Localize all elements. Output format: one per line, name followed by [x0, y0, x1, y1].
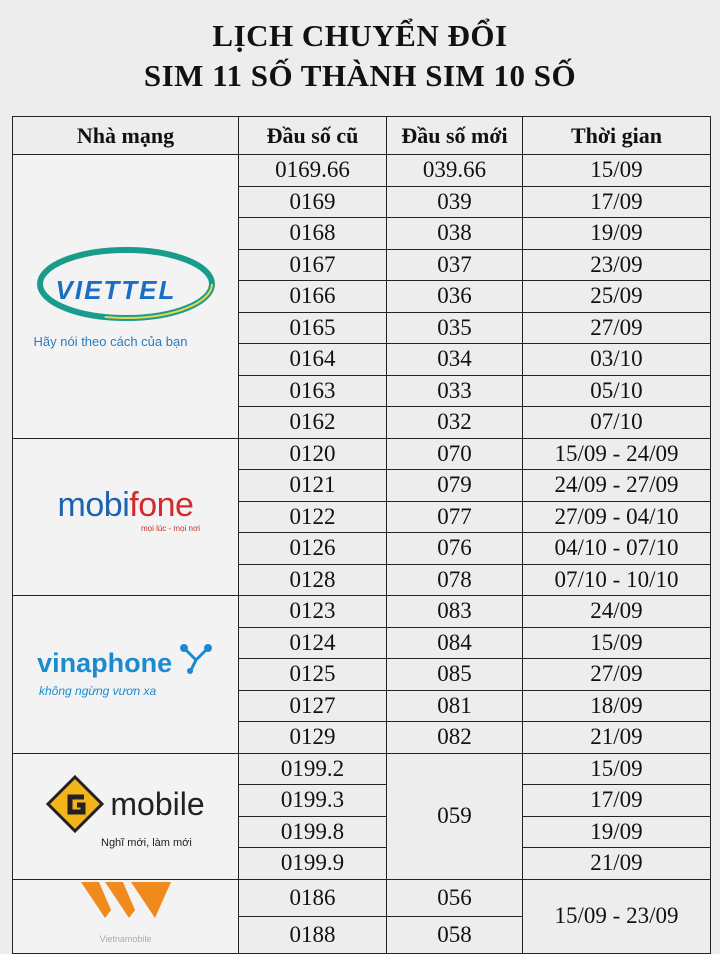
old-prefix: 0163	[239, 375, 387, 407]
viettel-logo-cell	[13, 155, 239, 439]
time: 04/10 - 07/10	[523, 533, 711, 565]
time: 15/09 - 24/09	[523, 438, 711, 470]
vietnamobile-logo-cell	[13, 879, 239, 953]
time: 15/09	[523, 753, 711, 785]
title-line-1: LỊCH CHUYỂN ĐỔI	[212, 18, 508, 53]
new-prefix: 038	[387, 218, 523, 250]
old-prefix: 0166	[239, 281, 387, 313]
time: 07/10	[523, 407, 711, 439]
old-prefix: 0162	[239, 407, 387, 439]
viettel-slogan: Hãy nói theo cách của bạn	[33, 334, 188, 350]
time: 27/09 - 04/10	[523, 501, 711, 533]
new-prefix: 077	[387, 501, 523, 533]
viettel-logo	[26, 236, 226, 356]
new-prefix: 078	[387, 564, 523, 596]
title-line-2: SIM 11 SỐ THÀNH SIM 10 SỐ	[143, 58, 577, 93]
new-prefix: 034	[387, 344, 523, 376]
header-row	[13, 117, 711, 155]
header-new-prefix: Đầu số mới	[387, 117, 523, 155]
vinaphone-logo-text: vinaphone	[37, 647, 173, 678]
new-prefix: 085	[387, 659, 523, 691]
old-prefix: 0121	[239, 470, 387, 502]
time: 23/09	[523, 249, 711, 281]
new-prefix: 083	[387, 596, 523, 628]
new-prefix: 076	[387, 533, 523, 565]
new-prefix: 035	[387, 312, 523, 344]
time: 19/09	[523, 218, 711, 250]
new-prefix: 070	[387, 438, 523, 470]
mobifone-logo-text-a: mobi	[57, 485, 130, 524]
time: 21/09	[523, 848, 711, 880]
table-row	[13, 753, 711, 785]
old-prefix: 0199.8	[239, 816, 387, 848]
old-prefix: 0167	[239, 249, 387, 281]
old-prefix: 0199.9	[239, 848, 387, 880]
viettel-logo-text: VIETTEL	[55, 275, 177, 306]
new-prefix: 058	[387, 916, 523, 953]
new-prefix: 036	[387, 281, 523, 313]
time: 03/10	[523, 344, 711, 376]
old-prefix: 0126	[239, 533, 387, 565]
old-prefix: 0186	[239, 879, 387, 916]
new-prefix: 079	[387, 470, 523, 502]
old-prefix: 0120	[239, 438, 387, 470]
time: 21/09	[523, 722, 711, 754]
table-row	[13, 438, 711, 470]
old-prefix: 0188	[239, 916, 387, 953]
table-row	[13, 596, 711, 628]
header-carrier: Nhà mạng	[13, 117, 239, 155]
old-prefix: 0199.3	[239, 785, 387, 817]
new-prefix: 033	[387, 375, 523, 407]
time: 17/09	[523, 186, 711, 218]
time: 05/10	[523, 375, 711, 407]
time: 15/09	[523, 155, 711, 187]
mobifone-logo-text-b: fone	[129, 485, 194, 524]
new-prefix: 037	[387, 249, 523, 281]
time: 27/09	[523, 659, 711, 691]
old-prefix: 0127	[239, 690, 387, 722]
old-prefix: 0168	[239, 218, 387, 250]
new-prefix: 039.66	[387, 155, 523, 187]
new-prefix: 084	[387, 627, 523, 659]
gmobile-g-icon	[46, 775, 104, 833]
gmobile-logo-cell	[13, 753, 239, 879]
header-old-prefix: Đầu số cũ	[239, 117, 387, 155]
time: 24/09	[523, 596, 711, 628]
new-prefix: 081	[387, 690, 523, 722]
old-prefix: 0169.66	[239, 155, 387, 187]
vietnamobile-v-icon	[71, 880, 181, 920]
vinaphone-y-icon	[178, 644, 214, 674]
vinaphone-logo	[13, 644, 238, 679]
gmobile-logo-text: mobile	[110, 786, 205, 822]
old-prefix: 0124	[239, 627, 387, 659]
new-prefix: 039	[387, 186, 523, 218]
table-row	[13, 155, 711, 187]
time: 15/09 - 23/09	[523, 879, 711, 953]
header-time: Thời gian	[523, 117, 711, 155]
old-prefix: 0199.2	[239, 753, 387, 785]
new-prefix: 059	[387, 753, 523, 879]
time: 27/09	[523, 312, 711, 344]
old-prefix: 0122	[239, 501, 387, 533]
old-prefix: 0129	[239, 722, 387, 754]
vinaphone-logo-cell	[13, 596, 239, 754]
time: 24/09 - 27/09	[523, 470, 711, 502]
time: 15/09	[523, 627, 711, 659]
old-prefix: 0128	[239, 564, 387, 596]
new-prefix: 032	[387, 407, 523, 439]
time: 25/09	[523, 281, 711, 313]
time: 07/10 - 10/10	[523, 564, 711, 596]
old-prefix: 0164	[239, 344, 387, 376]
old-prefix: 0123	[239, 596, 387, 628]
old-prefix: 0165	[239, 312, 387, 344]
old-prefix: 0169	[239, 186, 387, 218]
vietnamobile-slogan: Vietnamobile	[99, 933, 152, 944]
table-row	[13, 879, 711, 916]
new-prefix: 082	[387, 722, 523, 754]
time: 19/09	[523, 816, 711, 848]
time: 18/09	[523, 690, 711, 722]
vinaphone-slogan: không ngừng vươn xa	[39, 683, 157, 698]
mobifone-slogan: mọi lúc - mọi nơi	[140, 523, 201, 533]
gmobile-slogan: Nghĩ mới, làm mới	[101, 837, 192, 849]
mobifone-logo-cell	[13, 438, 239, 596]
new-prefix: 056	[387, 879, 523, 916]
time: 17/09	[523, 785, 711, 817]
gmobile-logo	[13, 775, 238, 833]
old-prefix: 0125	[239, 659, 387, 691]
conversion-table	[12, 116, 711, 954]
